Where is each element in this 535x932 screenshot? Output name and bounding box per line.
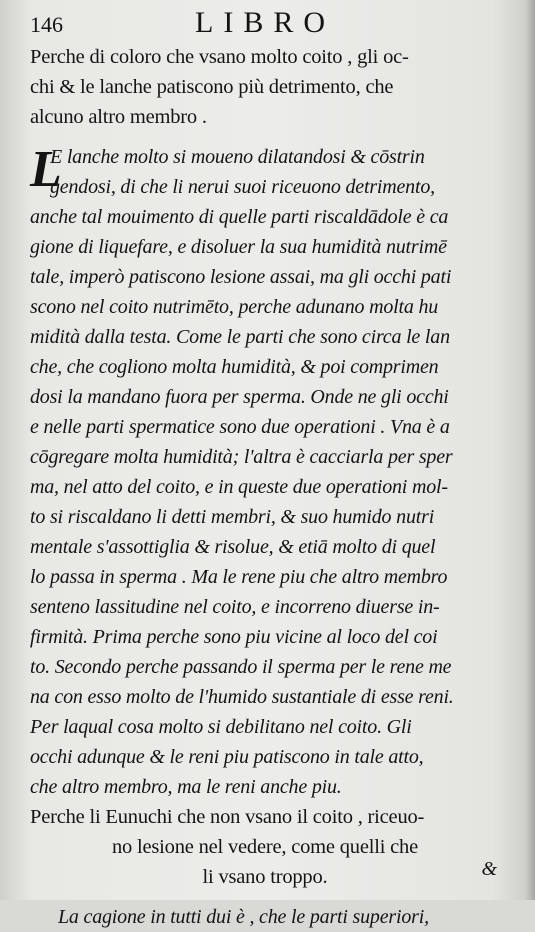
running-title: LIBRO [195,6,335,39]
text-line: to. Secondo perche passando il sperma per le rene me [30,656,452,678]
text-line: midità dalla testa. Come le parti che sono circa le lan [30,326,450,348]
page-text [30,42,500,932]
catchword: & [481,858,497,880]
text-line: E lanche molto si moueno dilatandosi & cōstrin [50,146,425,168]
text-line: to si riscaldano li detti membri, & suo humido nutri [30,506,435,528]
text-line: scono nel coito nutrimēto, perche adunano molta hu [30,296,439,318]
text-line: che altro membro, ma le reni anche piu. [30,776,342,798]
page-header [30,6,500,40]
text-line: gendosi, di che li nerui suoi riceuono detrimento, [50,176,435,198]
text-line: li vsano troppo. [202,866,328,888]
page-number: 146 [30,12,63,37]
text-line: e nelle parti spermatice sono due operationi . Vna è a [30,416,450,438]
text-line: no lesione nel vedere, come quelli che [111,836,419,858]
text-line: cōgregare molta humidità; l'altra è cacciarla per sper [30,446,453,468]
question-heading-2 [30,802,500,892]
page-edge-shadow [525,0,535,900]
text-line: gione di liquefare, e disoluer la sua humidità nutrimē [30,236,447,258]
text-line: lo passa in sperma . Ma le rene piu che altro membro [30,566,448,588]
text-line: che, che cogliono molta humidità, & poi comprimen [30,356,439,378]
text-line: senteno lassitudine nel coito, e incorreno diuerse in- [30,596,440,618]
question-heading-1 [30,42,500,132]
text-line: Per laqual cosa molto si debilitano nel coito. Gli [30,716,412,738]
text-line: ma, nel atto del coito, e in queste due operationi mol- [30,476,448,498]
text-line: Perche li Eunuchi che non vsano il coito , riceuo- [30,806,425,828]
text-line: dosi la mandano fuora per sperma. Onde ne gli occhi [30,386,449,408]
text-line: Perche di coloro che vsano molto coito , gli oc- [30,46,409,68]
drop-cap-initial: L [30,141,62,198]
text-line: mentale s'assottiglia & risolue, & etiā molto di quel [30,536,436,558]
answer-paragraph-2 [30,902,500,932]
text-line: chi & le lanche patiscono più detrimento, che [30,76,394,98]
text-line: firmità. Prima perche sono piu vicine al loco del coi [30,626,438,648]
text-line: anche tal mouimento di quelle parti riscaldādole è ca [30,206,449,228]
text-line: na con esso molto de l'humido sustantiale di esse reni. [30,686,454,708]
answer-paragraph-1 [30,142,500,802]
text-line: La cagione in tutti dui è , che le parti superiori, [58,906,429,928]
text-line: alcuno altro membro . [30,106,207,128]
text-line: tale, imperò patiscono lesione assai, ma gli occhi pati [30,266,452,288]
text-line: occhi adunque & le reni piu patiscono in tale atto, [30,746,424,768]
